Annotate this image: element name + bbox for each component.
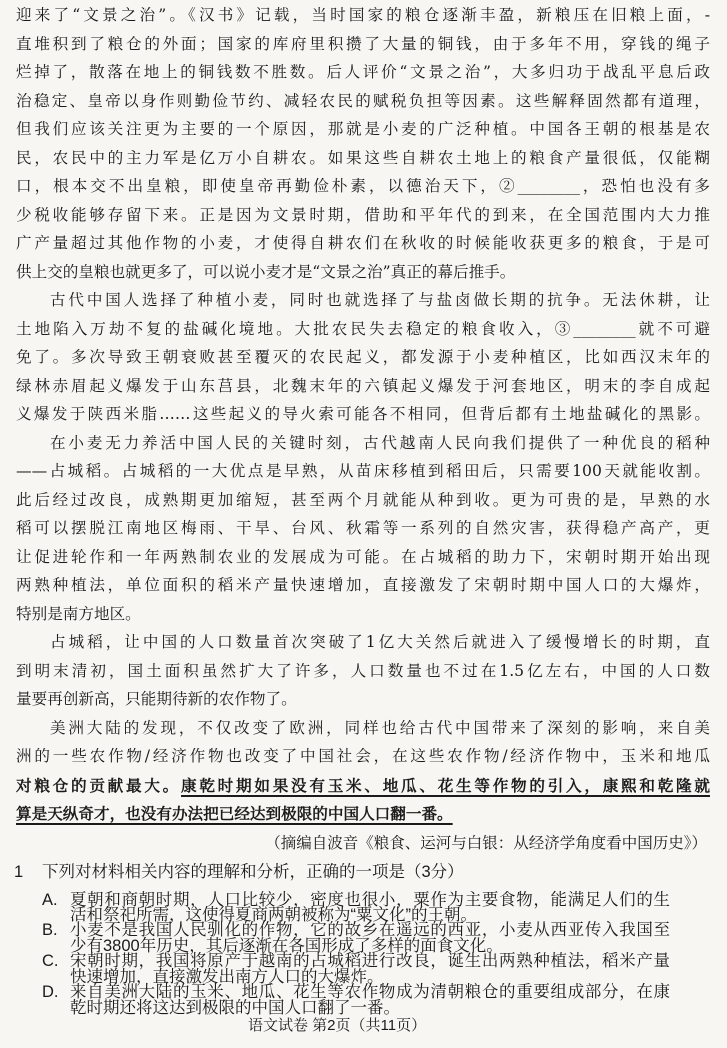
text-line: 直堆积到了粮仓的外面；国家的库府里积攒了大量的铜钱，由于多年不用，穿钱的绳子 xyxy=(16,34,710,53)
text-line xyxy=(16,774,710,797)
text-line: 口，根本交不出皇粮，即使皇帝再勤俭朴素，以德治天下，②________，恐怕也没有多 xyxy=(16,177,710,195)
text-line: 土地陷入万劫不复的盐碱化境地。大批农民失去稳定的粮食收入，③________就不可避 xyxy=(16,319,710,338)
option-text: 宋朝时期，我国将原产于越南的占城稻进行改良，诞生出两熟种植法，稻米产量 xyxy=(70,952,670,971)
text-line: 免了。多次导致王朝衰败甚至覆灭的农民起义，都发源于小麦种植区，比如西汉末年的 xyxy=(16,348,710,366)
underlined-sentence: 算是天纵奇才，也没有办法把已经达到极限的中国人口翻一番。 xyxy=(16,804,453,823)
text-line: 两熟种植法，单位面积的稻米产量快速增加，直接激发了宋朝时期中国人口的大爆炸， xyxy=(16,576,710,594)
option-text: 少有3800年历史，其后逐渐在各国形成了多样的面食文化。 xyxy=(70,936,503,955)
page-footer: 语文试卷 第2页（共11页） xyxy=(248,1017,427,1034)
text-line: 少税收能够存留下来。正是因为文景时期，借助和平年代的到来，在全国范围内大力推 xyxy=(16,205,710,224)
text-line: 稻可以摆脱江南地区梅雨、干旱、台风、秋霜等一系列的自然灾害，获得稳产高产，更 xyxy=(16,519,710,537)
option-letter: B. xyxy=(42,921,58,940)
text-line: 绿林赤眉起义爆发于山东莒县，北魏末年的六镇起义爆发于河套地区，明末的李自成起 xyxy=(16,376,710,395)
option-text: 小麦不是我国人民驯化的作物，它的故乡在遥远的西亚，小麦从西亚传入我国至 xyxy=(70,921,670,940)
text-line: 治稳定、皇帝以身作则勤俭节约、减轻农民的赋税负担等因素。这些解释固然都有道理， xyxy=(16,91,710,110)
text-line: 民，农民中的主力军是亿万小自耕农。如果这些自耕农土地上的粮食产量很低，仅能糊 xyxy=(16,148,710,167)
option-letter: D. xyxy=(42,983,59,1002)
question-number: 1 xyxy=(14,862,24,881)
text-line xyxy=(16,802,710,825)
text-plain: 对粮仓的贡献最大。 xyxy=(16,775,182,795)
text-line: 义爆发于陕西米脂……这些起义的导火索可能各不相同，但背后都有土地盐碱化的黑影。 xyxy=(16,405,710,423)
text-line: 洲的一些农作物/经济作物也改变了中国社会，在这些农作物/经济作物中，玉米和地瓜 xyxy=(16,747,710,765)
text-line: 美洲大陆的发现，不仅改变了欧洲，同样也给古代中国带来了深刻的影响，来自美 xyxy=(50,718,710,737)
option-letter: C. xyxy=(42,952,59,971)
text-line: ——占城稻。占城稻的一大优点是早熟，从苗床移植到稻田后，只需要100天就能收割。 xyxy=(16,462,710,480)
source-citation: （摘编自波音《粮食、运河与白银：从经济学角度看中国历史》） xyxy=(265,834,707,852)
text-line: 古代中国人选择了种植小麦，同时也就选择了与盐卤做长期的抗争。无法休耕，让 xyxy=(50,291,710,309)
text-line: 迎来了“文景之治”。《汉书》记载，当时国家的粮仓逐渐丰盈，新粮压在旧粮上面，- xyxy=(16,6,710,24)
text-line: 供上交的皇粮也就更多了，可以说小麦才是“文景之治”真正的幕后推手。 xyxy=(16,262,516,281)
option-text: 活和祭祀所需，这使得夏商两朝被称为“粟文化”的王朝。 xyxy=(70,905,477,924)
option-text: 快速增加，直接激发出南方人口的大爆炸。 xyxy=(70,967,384,986)
option-text: 来自美洲大陆的玉米、地瓜、花生等农作物成为清朝粮仓的重要组成部分，在康 xyxy=(70,983,670,1002)
text-line: 量要再创新高，只能期待新的农作物了。 xyxy=(16,690,297,708)
text-line: 特别是南方地区。 xyxy=(16,604,141,623)
text-line: 占城稻，让中国的人口数量首次突破了1亿大关然后就进入了缓慢增长的时期，直 xyxy=(50,633,710,651)
option-text: 夏朝和商朝时期，人口比较少，密度也很小，粟作为主要食物，能满足人们的生 xyxy=(70,890,670,909)
underlined-sentence: 康乾时期如果没有玉米、地瓜、花生等作物的引入，康熙和乾隆就 xyxy=(181,775,710,795)
option-letter: A. xyxy=(42,890,58,909)
text-line: 到明末清初，国土面积虽然扩大了许多，人口数量也不过在1.5亿左右，中国的人口数 xyxy=(16,661,710,680)
text-line: 此后经过改良，成熟期更加缩短，甚至两个月就能从种到收。更为可贵的是，早熟的水 xyxy=(16,490,710,509)
text-line: 让促进轮作和一年两熟制农业的发展成为可能。在占城稻的助力下，宋朝时期开始出现 xyxy=(16,547,710,566)
option-text: 乾时期还将这达到极限的中国人口翻了一番。 xyxy=(70,998,400,1017)
question-stem: 下列对材料相关内容的理解和分析，正确的一项是（3分） xyxy=(42,862,464,881)
text-line: 在小麦无力养活中国人民的关键时刻，古代越南人民向我们提供了一种优良的稻种 xyxy=(50,433,710,452)
text-line: 广产量超过其他作物的小麦，才使得自耕农们在秋收的时候能收获更多的粮食，于是可 xyxy=(16,234,710,252)
text-line: 烂掉了，散落在地上的铜钱数不胜数。后人评价“文景之治”，大多归功于战乱平息后政 xyxy=(16,63,710,81)
text-line: 但我们应该关注更为主要的一个原因，那就是小麦的广泛种植。中国各王朝的根基是农 xyxy=(16,120,710,138)
